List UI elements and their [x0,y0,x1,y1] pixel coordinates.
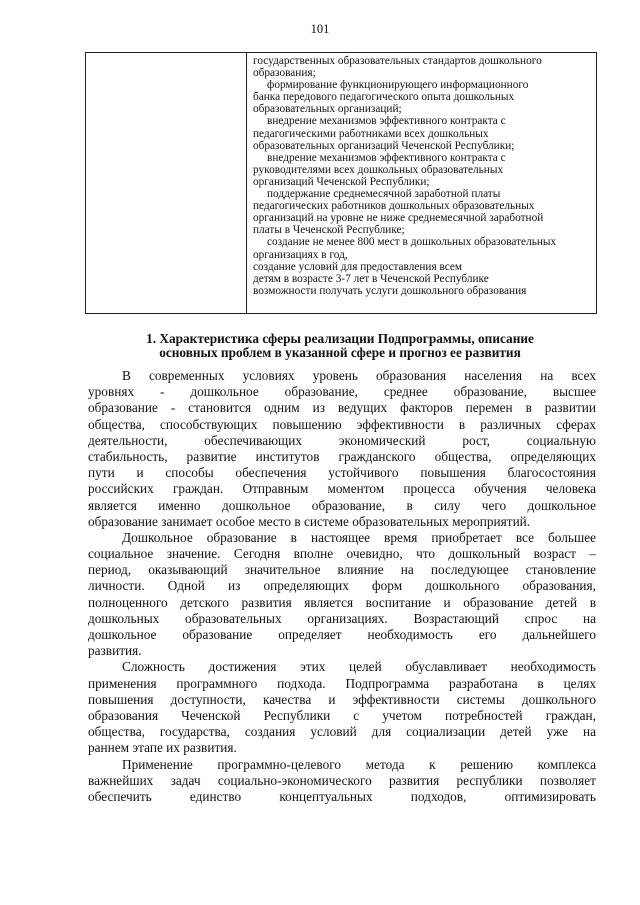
body-line: период, оказывающий значительное влияние на последующее становление [88,562,596,578]
table-line: организациях в год, [253,248,348,261]
table-line: организаций на уровне не ниже среднемесячной заработной [253,212,544,225]
body-line: общества, государства, создания условий для социализации детей уже на [88,724,596,740]
body-line: образования Чеченской Республики с учетом потребностей граждан, [88,707,596,723]
body-line: обеспечить единство концептуальных подходов, оптимизировать [88,788,596,804]
table-line: платы в Чеченской Республике; [253,224,405,237]
body-line: полноценного детского развития является воспитание и образование детей в [88,594,596,610]
table-line: образовательных организаций; [253,103,402,116]
body-line: развития. [88,643,142,659]
table-line: образования; [253,67,316,80]
table-line: возможности получать услуги дошкольного образования [253,284,527,297]
body-line: Применение программно-целевого метода к решению комплекса [122,756,596,772]
table-line: руководителями всех дошкольных образовательных [253,163,504,176]
body-line: пути и способы обеспечения устойчивого повышения благосостояния [88,465,596,481]
body-line: личности. Одной из определяющих форм дошкольного образования, [88,578,596,594]
table-line: детям в возрасте 3-7 лет в Чеченской Республике [253,272,489,285]
body-line: Дошкольное образование в настоящее время приобретает все большее [122,529,596,545]
table-line: внедрение механизмов эффективного контракта с [267,151,506,164]
body-line: является именно дошкольное образование, в силу чего дошкольное [88,497,596,513]
heading-line-2: основных проблем в указанной сфере и прогноз ее развития [159,345,521,361]
table-line: формирование функционирующего информационного [267,79,529,92]
body-line: социальное значение. Сегодня вполне очевидно, что дошкольный возраст – [88,546,596,562]
heading-line-1: 1. Характеристика сферы реализации Подпрограммы, описание [146,331,534,346]
body-line: образование - становится одним из ведущих факторов перемен в развитии [88,400,596,416]
table-line: создание условий для предоставления всем [253,260,463,273]
body-line: образование занимает особое место в системе образовательных мероприятий. [88,513,531,529]
table-line: педагогических работников дошкольных образовательных [253,200,535,213]
table-line: образовательных организаций Чеченской Республики; [253,139,515,152]
table-line: создание не менее 800 мест в дошкольных образовательных [267,236,557,249]
body-line: уровнях - дошкольное образование, среднее образование, высшее [88,384,596,400]
table-line: внедрение механизмов эффективного контракта с [267,115,506,128]
table-empty-cell [86,53,247,313]
body-line: В современных условиях уровень образования населения на всех [122,368,596,383]
body-line: дошкольное образование определяет необходимость его дальнейшего [88,627,596,642]
table-text-cell [247,53,596,313]
body-line: общества, способствующих повышению эффективности в различных сферах [88,416,596,432]
body-line: Сложность достижения этих целей обуславливает необходимость [122,659,596,675]
table-continuation [85,52,597,314]
page-number: 101 [310,22,330,36]
section-heading [100,332,580,360]
body-line: дошкольных образовательных организациях. Возрастающий спрос на [88,610,596,626]
body-line: применения программного подхода. Подпрограмма разработана в целях [88,675,596,691]
table-line: организаций Чеченской Республики; [253,175,430,188]
table-line: государственных образовательных стандартов дошкольного [253,55,542,67]
body-line: повышения доступности, качества и эффективности системы дошкольного [88,691,596,707]
table-line: поддержание среднемесячной заработной платы [267,188,501,201]
body-line: российских граждан. Отправным моментом процесса обучения человека [88,481,596,497]
body-line: раннем этапе их развития. [88,740,237,756]
body-line: стабильность, развитие институтов гражданского общества, определяющих [88,448,596,464]
body-line: деятельности, обеспечивающих экономический рост, социальную [88,432,596,448]
body-text [88,368,596,805]
table-line: банка передового педагогического опыта дошкольных [253,91,515,104]
body-line: важнейших задач социально-экономического развития республики позволяет [88,772,596,788]
table-line: педагогическими работниками всех дошкольных [253,127,489,140]
